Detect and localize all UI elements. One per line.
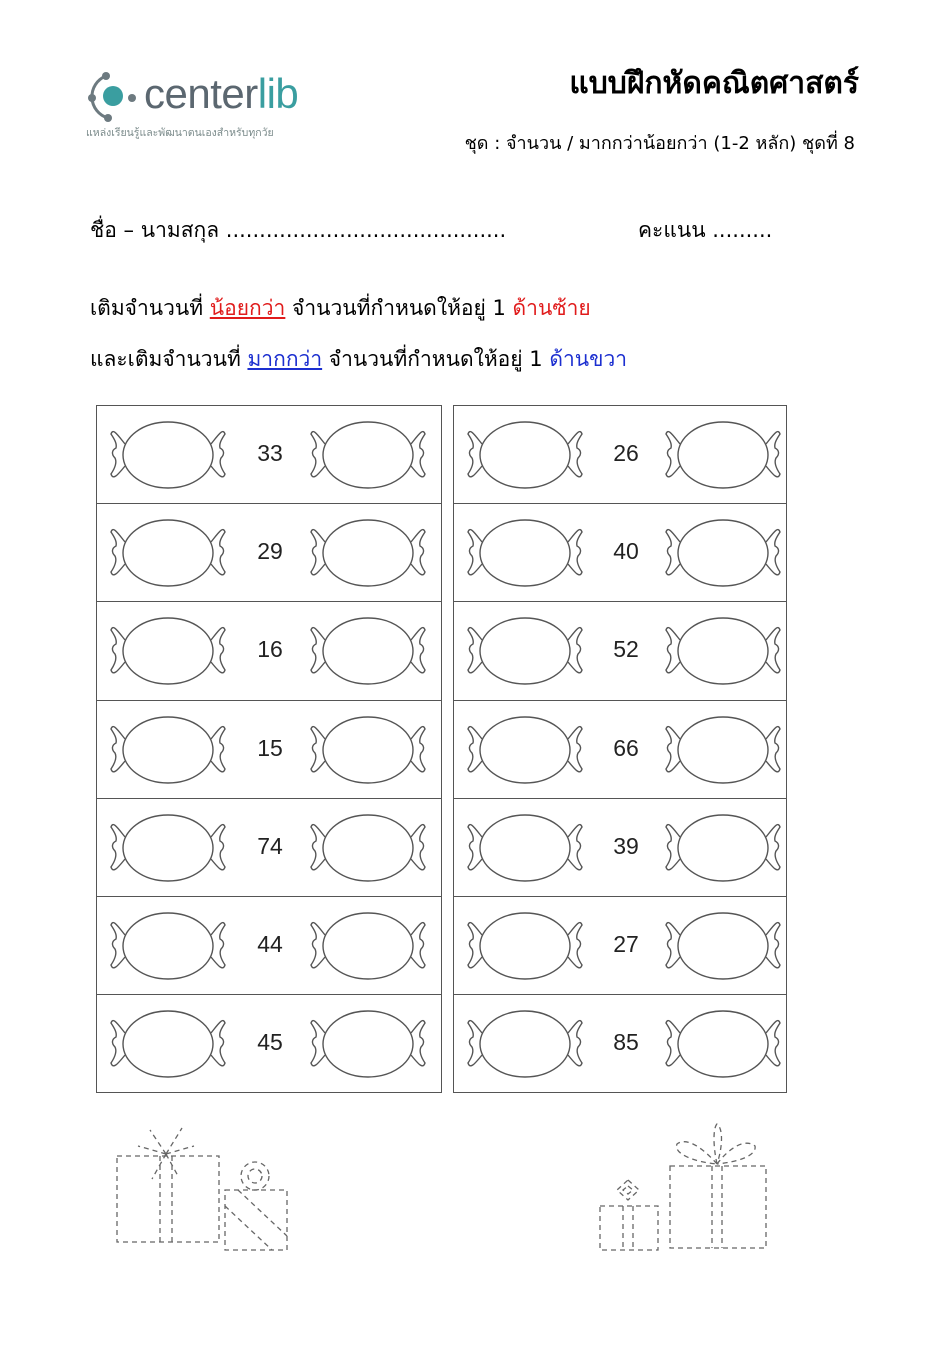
candy-icon: [109, 1007, 227, 1081]
answer-candy-more[interactable]: [664, 1007, 782, 1081]
instruction-2-text-c: จำนวนที่กำหนดให้อยู่ 1: [322, 347, 550, 371]
name-field-label: ชื่อ – นามสกุล ..........................................: [90, 218, 507, 242]
candy-icon: [664, 516, 782, 590]
instruction-line-2: [90, 343, 627, 376]
given-number: 44: [257, 930, 283, 957]
given-number: 52: [613, 636, 639, 663]
brand-logo: [86, 68, 346, 148]
candy-icon: [109, 713, 227, 787]
candy-icon: [309, 811, 427, 885]
candy-icon: [466, 418, 584, 492]
answer-candy-more[interactable]: [664, 909, 782, 983]
answer-candy-more[interactable]: [664, 614, 782, 688]
given-number: 39: [613, 832, 639, 859]
instruction-1-less-than: น้อยกว่า: [209, 296, 286, 320]
candy-icon: [309, 418, 427, 492]
candy-icon: [309, 614, 427, 688]
given-number: 45: [257, 1029, 283, 1056]
candy-icon: [664, 614, 782, 688]
candy-icon: [664, 909, 782, 983]
worksheet-row: [97, 995, 441, 1093]
answer-candy-less[interactable]: [109, 1007, 227, 1081]
answer-candy-more[interactable]: [309, 713, 427, 787]
answer-candy-more[interactable]: [309, 909, 427, 983]
answer-candy-less[interactable]: [466, 1007, 584, 1081]
candy-icon: [664, 1007, 782, 1081]
worksheet-row: [454, 602, 786, 700]
worksheet-row: [97, 799, 441, 897]
worksheet-panel-right: [453, 405, 787, 1093]
worksheet-row: [97, 897, 441, 995]
given-number: 29: [257, 538, 283, 565]
instruction-2-more-than: มากกว่า: [247, 347, 323, 371]
candy-icon: [309, 1007, 427, 1081]
answer-candy-more[interactable]: [664, 713, 782, 787]
answer-candy-less[interactable]: [466, 713, 584, 787]
candy-icon: [109, 909, 227, 983]
given-number: 74: [257, 832, 283, 859]
worksheet-row: [97, 602, 441, 700]
candy-icon: [466, 516, 584, 590]
candy-icon: [664, 713, 782, 787]
answer-candy-less[interactable]: [109, 418, 227, 492]
candy-icon: [309, 516, 427, 590]
answer-candy-less[interactable]: [466, 516, 584, 590]
candy-icon: [109, 811, 227, 885]
candy-icon: [664, 418, 782, 492]
instruction-1-text-a: เติมจำนวนที่: [90, 296, 210, 320]
answer-candy-less[interactable]: [109, 614, 227, 688]
candy-icon: [664, 811, 782, 885]
given-number: 26: [613, 440, 639, 466]
answer-candy-less[interactable]: [466, 614, 584, 688]
candy-icon: [309, 713, 427, 787]
page-subtitle: ชุด : จำนวน / มากกว่าน้อยกว่า (1-2 หลัก) ชุดที่ 8: [464, 133, 855, 154]
brand-tagline: แหล่งเรียนรู้และพัฒนาตนเองสำหรับทุกวัย: [86, 127, 274, 139]
brand-name: centerlib: [144, 70, 299, 117]
instruction-2-text-a: และเติมจำนวนที่: [90, 347, 248, 371]
worksheet-row: [454, 406, 786, 504]
answer-candy-less[interactable]: [466, 811, 584, 885]
answer-candy-less[interactable]: [109, 909, 227, 983]
candy-icon: [309, 909, 427, 983]
worksheet-row: [454, 897, 786, 995]
answer-candy-more[interactable]: [309, 418, 427, 492]
answer-candy-more[interactable]: [309, 1007, 427, 1081]
gift-boxes-right-icon: [595, 1120, 775, 1255]
candy-icon: [109, 516, 227, 590]
given-number: 16: [257, 636, 283, 663]
worksheet-row: [454, 995, 786, 1093]
page-title: แบบฝึกหัดคณิตศาสตร์: [569, 66, 859, 101]
answer-candy-more[interactable]: [309, 516, 427, 590]
answer-candy-more[interactable]: [664, 516, 782, 590]
score-field-label: คะแนน .........: [638, 218, 773, 242]
answer-candy-less[interactable]: [109, 516, 227, 590]
answer-candy-less[interactable]: [109, 713, 227, 787]
given-number: 85: [613, 1029, 639, 1056]
answer-candy-less[interactable]: [466, 909, 584, 983]
given-number: 33: [257, 440, 283, 466]
worksheet-panel-left: [96, 405, 442, 1093]
worksheet-row: [454, 504, 786, 602]
candy-icon: [466, 909, 584, 983]
given-number: 66: [613, 734, 639, 761]
given-number: 15: [257, 734, 283, 761]
worksheet-row: [97, 406, 441, 504]
instruction-2-right-side: ด้านขวา: [549, 347, 628, 371]
instruction-line-1: [90, 292, 591, 325]
candy-icon: [466, 614, 584, 688]
answer-candy-less[interactable]: [466, 418, 584, 492]
worksheet-row: [454, 701, 786, 799]
instruction-1-text-c: จำนวนที่กำหนดให้อยู่ 1: [285, 296, 513, 320]
worksheet-row: [97, 701, 441, 799]
answer-candy-more[interactable]: [664, 418, 782, 492]
worksheet-row: [454, 799, 786, 897]
candy-icon: [109, 614, 227, 688]
candy-icon: [466, 1007, 584, 1081]
answer-candy-more[interactable]: [309, 614, 427, 688]
molecule-logo-icon: [86, 68, 142, 124]
gift-boxes-left-icon: [112, 1124, 297, 1254]
candy-icon: [466, 811, 584, 885]
candy-icon: [109, 418, 227, 492]
given-number: 40: [613, 538, 639, 565]
candy-icon: [466, 713, 584, 787]
instruction-1-left-side: ด้านซ้าย: [512, 296, 591, 320]
answer-candy-more[interactable]: [309, 811, 427, 885]
answer-candy-more[interactable]: [664, 811, 782, 885]
answer-candy-less[interactable]: [109, 811, 227, 885]
given-number: 27: [613, 930, 639, 957]
worksheet-row: [97, 504, 441, 602]
